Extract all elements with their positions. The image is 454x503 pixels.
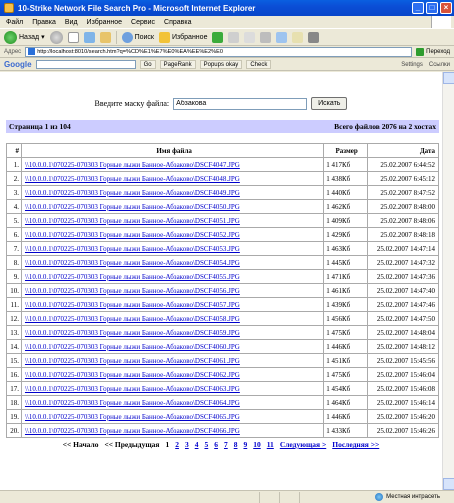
row-number: 19. bbox=[7, 410, 22, 424]
windows-logo-icon bbox=[431, 16, 451, 28]
file-link[interactable]: \\10.0.0.1\070225-070303 Горные лыжи Банное-Абзаково\DSCF4061.JPG bbox=[24, 356, 240, 365]
file-link[interactable]: \\10.0.0.1\070225-070303 Горные лыжи Банное-Абзаково\DSCF4059.JPG bbox=[24, 328, 240, 337]
page-icon bbox=[28, 48, 35, 55]
back-label: Назад bbox=[19, 33, 40, 41]
stop-icon[interactable] bbox=[68, 32, 79, 43]
file-date: 25.02.2007 15:46:08 bbox=[368, 382, 439, 396]
pager-page-link[interactable]: 4 bbox=[194, 440, 199, 449]
table-row bbox=[7, 368, 439, 382]
chevron-down-icon: ▾ bbox=[41, 34, 45, 41]
file-link[interactable]: \\10.0.0.1\070225-070303 Горные лыжи Банное-Абзаково\DSCF4051.JPG bbox=[24, 216, 240, 225]
row-number: 11. bbox=[7, 298, 22, 312]
close-button[interactable]: × bbox=[440, 2, 452, 14]
forward-button[interactable] bbox=[50, 31, 63, 44]
results-body bbox=[7, 158, 439, 438]
table-row bbox=[7, 382, 439, 396]
google-go-button[interactable]: Go bbox=[140, 60, 156, 69]
pagination bbox=[0, 440, 442, 449]
star-icon bbox=[159, 32, 170, 43]
row-number: 14. bbox=[7, 340, 22, 354]
page-indicator: Страница 1 из 104 bbox=[9, 122, 71, 131]
file-size: 1 475Кб bbox=[324, 326, 368, 340]
row-number: 6. bbox=[7, 228, 22, 242]
popups-button[interactable]: Popups okay bbox=[200, 60, 243, 69]
pager-page-link[interactable]: 11 bbox=[266, 440, 274, 449]
intranet-globe-icon bbox=[375, 493, 383, 501]
row-number: 7. bbox=[7, 242, 22, 256]
table-row bbox=[7, 270, 439, 284]
file-date: 25.02.2007 15:46:26 bbox=[368, 424, 439, 438]
favorites-label: Избранное bbox=[171, 33, 208, 41]
file-date: 25.02.2007 6:45:12 bbox=[368, 172, 439, 186]
file-link[interactable]: \\10.0.0.1\070225-070303 Горные лыжи Банное-Абзаково\DSCF4055.JPG bbox=[24, 272, 240, 281]
scroll-down-arrow-icon[interactable] bbox=[443, 478, 454, 490]
table-row bbox=[7, 326, 439, 340]
table-row bbox=[7, 424, 439, 438]
file-size: 1 438Кб bbox=[324, 172, 368, 186]
file-size: 1 463Кб bbox=[324, 242, 368, 256]
minimize-button[interactable]: _ bbox=[412, 2, 424, 14]
row-number: 2. bbox=[7, 172, 22, 186]
table-row bbox=[7, 200, 439, 214]
google-right-group bbox=[401, 62, 454, 68]
home-icon[interactable] bbox=[100, 32, 111, 43]
file-link[interactable]: \\10.0.0.1\070225-070303 Горные лыжи Банное-Абзаково\DSCF4049.JPG bbox=[24, 188, 240, 197]
file-date: 25.02.2007 14:47:14 bbox=[368, 242, 439, 256]
refresh-icon[interactable] bbox=[84, 32, 95, 43]
file-size: 1 461Кб bbox=[324, 284, 368, 298]
window-title: 10-Strike Network File Search Pro - Microsoft Internet Explorer bbox=[18, 3, 256, 13]
back-arrow-icon bbox=[4, 31, 17, 44]
file-link[interactable]: \\10.0.0.1\070225-070303 Горные лыжи Банное-Абзаково\DSCF4064.JPG bbox=[24, 398, 240, 407]
file-size: 1 446Кб bbox=[324, 340, 368, 354]
pager-page-link[interactable]: 9 bbox=[243, 440, 248, 449]
table-row bbox=[7, 158, 439, 172]
address-input[interactable] bbox=[25, 47, 412, 57]
go-label: Переход bbox=[426, 48, 450, 55]
pager-next-link[interactable]: Следующая > bbox=[279, 440, 327, 449]
search-form bbox=[0, 97, 442, 110]
google-toolbar bbox=[0, 59, 454, 71]
search-label: Поиск bbox=[134, 33, 154, 41]
file-size: 1 439Кб bbox=[324, 298, 368, 312]
pager-last-link[interactable]: Последняя >> bbox=[332, 440, 380, 449]
file-size: 1 462Кб bbox=[324, 200, 368, 214]
file-date: 25.02.2007 8:48:18 bbox=[368, 228, 439, 242]
file-size: 1 454Кб bbox=[324, 382, 368, 396]
file-date: 25.02.2007 15:46:14 bbox=[368, 396, 439, 410]
file-size: 1 456Кб bbox=[324, 312, 368, 326]
favorites-button[interactable] bbox=[159, 32, 207, 43]
file-date: 25.02.2007 14:47:40 bbox=[368, 284, 439, 298]
print-icon[interactable] bbox=[260, 32, 271, 43]
history-icon[interactable] bbox=[228, 32, 239, 43]
file-mask-input[interactable] bbox=[173, 98, 307, 110]
file-date: 25.02.2007 14:47:50 bbox=[368, 312, 439, 326]
row-number: 4. bbox=[7, 200, 22, 214]
row-number: 1. bbox=[7, 158, 22, 172]
file-link[interactable]: \\10.0.0.1\070225-070303 Горные лыжи Банное-Абзаково\DSCF4048.JPG bbox=[24, 174, 240, 183]
file-date: 25.02.2007 14:47:32 bbox=[368, 256, 439, 270]
pager-page-link[interactable]: 3 bbox=[184, 440, 189, 449]
pager-page-link[interactable]: 2 bbox=[175, 440, 179, 449]
row-number: 10. bbox=[7, 284, 22, 298]
scroll-up-arrow-icon[interactable] bbox=[443, 72, 454, 84]
go-arrow-icon bbox=[416, 48, 424, 56]
status-pane bbox=[280, 492, 300, 503]
file-link[interactable]: \\10.0.0.1\070225-070303 Горные лыжи Банное-Абзаково\DSCF4057.JPG bbox=[24, 300, 240, 309]
links-button[interactable]: Ссылки bbox=[428, 61, 450, 68]
row-number: 5. bbox=[7, 214, 22, 228]
table-row bbox=[7, 340, 439, 354]
menu-help[interactable]: Справка bbox=[164, 18, 192, 26]
search-button[interactable] bbox=[122, 32, 154, 43]
table-row bbox=[7, 354, 439, 368]
file-link[interactable]: \\10.0.0.1\070225-070303 Горные лыжи Банное-Абзаково\DSCF4058.JPG bbox=[24, 314, 240, 323]
table-row bbox=[7, 284, 439, 298]
file-link[interactable]: \\10.0.0.1\070225-070303 Горные лыжи Банное-Абзаково\DSCF4062.JPG bbox=[24, 370, 240, 379]
row-number: 8. bbox=[7, 256, 22, 270]
file-date: 25.02.2007 8:48:06 bbox=[368, 214, 439, 228]
col-size: Размер bbox=[324, 144, 368, 158]
file-size: 1 409Кб bbox=[324, 214, 368, 228]
status-bar bbox=[0, 490, 454, 503]
file-date: 25.02.2007 8:47:52 bbox=[368, 186, 439, 200]
file-date: 25.02.2007 15:46:20 bbox=[368, 410, 439, 424]
search-icon bbox=[122, 32, 133, 43]
settings-button[interactable]: Settings bbox=[401, 61, 423, 68]
table-row bbox=[7, 410, 439, 424]
menu-view[interactable]: Вид bbox=[64, 18, 78, 26]
file-date: 25.02.2007 6:44:52 bbox=[368, 158, 439, 172]
file-link[interactable]: \\10.0.0.1\070225-070303 Горные лыжи Банное-Абзаково\DSCF4060.JPG bbox=[24, 342, 240, 351]
col-filename: Имя файла bbox=[21, 144, 323, 158]
row-number: 17. bbox=[7, 382, 22, 396]
address-url: http://localhost:8010/search.htm?q=%CD%E1%E7%E0%EA%EE%E2%E0 bbox=[37, 48, 223, 55]
pager-page-link[interactable]: 6 bbox=[214, 440, 218, 449]
file-link[interactable]: \\10.0.0.1\070225-070303 Горные лыжи Банное-Абзаково\DSCF4066.JPG bbox=[24, 426, 240, 435]
table-row bbox=[7, 312, 439, 326]
file-date: 25.02.2007 14:48:04 bbox=[368, 326, 439, 340]
file-date: 25.02.2007 14:48:12 bbox=[368, 340, 439, 354]
vertical-scrollbar[interactable] bbox=[442, 72, 454, 490]
table-header-row bbox=[7, 144, 439, 158]
messenger-icon[interactable] bbox=[308, 32, 319, 43]
total-files: Всего файлов 2076 на 2 хостах bbox=[334, 122, 436, 131]
file-size: 1 446Кб bbox=[324, 410, 368, 424]
table-row bbox=[7, 214, 439, 228]
app-icon bbox=[4, 3, 14, 13]
google-search-input[interactable] bbox=[36, 60, 136, 69]
status-pane bbox=[0, 492, 260, 503]
file-link[interactable]: \\10.0.0.1\070225-070303 Горные лыжи Банное-Абзаково\DSCF4050.JPG bbox=[24, 202, 240, 211]
edit-icon[interactable] bbox=[276, 32, 287, 43]
file-link[interactable]: \\10.0.0.1\070225-070303 Горные лыжи Банное-Абзаково\DSCF4053.JPG bbox=[24, 244, 240, 253]
row-number: 3. bbox=[7, 186, 22, 200]
file-date: 25.02.2007 14:47:46 bbox=[368, 298, 439, 312]
menu-file[interactable]: Файл bbox=[6, 18, 24, 26]
page-viewport bbox=[0, 72, 442, 490]
file-size: 1 417Кб bbox=[324, 158, 368, 172]
maximize-button[interactable]: □ bbox=[426, 2, 438, 14]
file-link[interactable]: \\10.0.0.1\070225-070303 Горные лыжи Банное-Абзаково\DSCF4052.JPG bbox=[24, 230, 240, 239]
table-row bbox=[7, 228, 439, 242]
pager-page-link[interactable]: 8 bbox=[233, 440, 238, 449]
browser-toolbar bbox=[0, 28, 454, 46]
file-size: 1 464Кб bbox=[324, 396, 368, 410]
results-table bbox=[6, 143, 439, 438]
file-size: 1 433Кб bbox=[324, 424, 368, 438]
table-row bbox=[7, 256, 439, 270]
media-icon[interactable] bbox=[212, 32, 223, 43]
row-number: 12. bbox=[7, 312, 22, 326]
address-bar bbox=[0, 46, 454, 58]
check-button[interactable]: Check bbox=[246, 60, 271, 69]
menu-edit[interactable]: Правка bbox=[32, 18, 56, 26]
file-link[interactable]: \\10.0.0.1\070225-070303 Горные лыжи Банное-Абзаково\DSCF4063.JPG bbox=[24, 384, 240, 393]
file-size: 1 451Кб bbox=[324, 354, 368, 368]
title-bar bbox=[0, 0, 454, 16]
row-number: 16. bbox=[7, 368, 22, 382]
security-zone bbox=[375, 493, 454, 501]
toolbar-separator bbox=[116, 31, 117, 44]
pager-page-link[interactable]: 5 bbox=[204, 440, 209, 449]
file-link[interactable]: \\10.0.0.1\070225-070303 Горные лыжи Банное-Абзаково\DSCF4056.JPG bbox=[24, 286, 240, 295]
file-size: 1 475Кб bbox=[324, 368, 368, 382]
address-label: Адрес bbox=[4, 48, 22, 55]
file-date: 25.02.2007 15:46:04 bbox=[368, 368, 439, 382]
row-number: 15. bbox=[7, 354, 22, 368]
pagerank-button[interactable]: PageRank bbox=[160, 60, 196, 69]
file-date: 25.02.2007 14:47:36 bbox=[368, 270, 439, 284]
file-size: 1 445Кб bbox=[324, 256, 368, 270]
status-pane bbox=[260, 492, 280, 503]
mail-icon[interactable] bbox=[244, 32, 255, 43]
row-number: 13. bbox=[7, 326, 22, 340]
file-link[interactable]: \\10.0.0.1\070225-070303 Горные лыжи Банное-Абзаково\DSCF4054.JPG bbox=[24, 258, 240, 267]
table-row bbox=[7, 298, 439, 312]
table-row bbox=[7, 396, 439, 410]
menu-bar bbox=[0, 16, 454, 28]
pager-page-link[interactable]: 7 bbox=[223, 440, 228, 449]
go-button[interactable] bbox=[412, 48, 454, 56]
file-link[interactable]: \\10.0.0.1\070225-070303 Горные лыжи Банное-Абзаково\DSCF4065.JPG bbox=[24, 412, 240, 421]
file-date: 25.02.2007 8:48:00 bbox=[368, 200, 439, 214]
file-link[interactable]: \\10.0.0.1\070225-070303 Горные лыжи Банное-Абзаково\DSCF4047.JPG bbox=[24, 160, 240, 169]
row-number: 18. bbox=[7, 396, 22, 410]
search-submit-button[interactable]: Искать bbox=[311, 97, 347, 110]
discuss-icon[interactable] bbox=[292, 32, 303, 43]
table-row bbox=[7, 242, 439, 256]
row-number: 9. bbox=[7, 270, 22, 284]
table-row bbox=[7, 186, 439, 200]
pager-prev: << Предыдущая bbox=[104, 440, 160, 449]
menu-tools[interactable]: Сервис bbox=[131, 18, 156, 26]
file-size: 1 429Кб bbox=[324, 228, 368, 242]
pager-current-page: 1 bbox=[165, 440, 170, 449]
col-date: Дата bbox=[368, 144, 439, 158]
results-summary-bar bbox=[6, 120, 439, 133]
search-mask-label: Введите маску файла: bbox=[94, 99, 170, 108]
google-logo: Google bbox=[4, 60, 32, 69]
col-number: # bbox=[7, 144, 22, 158]
file-size: 1 440Кб bbox=[324, 186, 368, 200]
zone-label: Местная интрасеть bbox=[386, 494, 440, 500]
file-size: 1 471Кб bbox=[324, 270, 368, 284]
pager-first: << Начало bbox=[62, 440, 99, 449]
row-number: 20. bbox=[7, 424, 22, 438]
pager-page-link[interactable]: 10 bbox=[253, 440, 261, 449]
file-date: 25.02.2007 15:45:56 bbox=[368, 354, 439, 368]
table-row bbox=[7, 172, 439, 186]
back-button[interactable] bbox=[4, 31, 45, 44]
window-controls bbox=[412, 2, 452, 14]
menu-favorites[interactable]: Избранное bbox=[86, 18, 123, 26]
